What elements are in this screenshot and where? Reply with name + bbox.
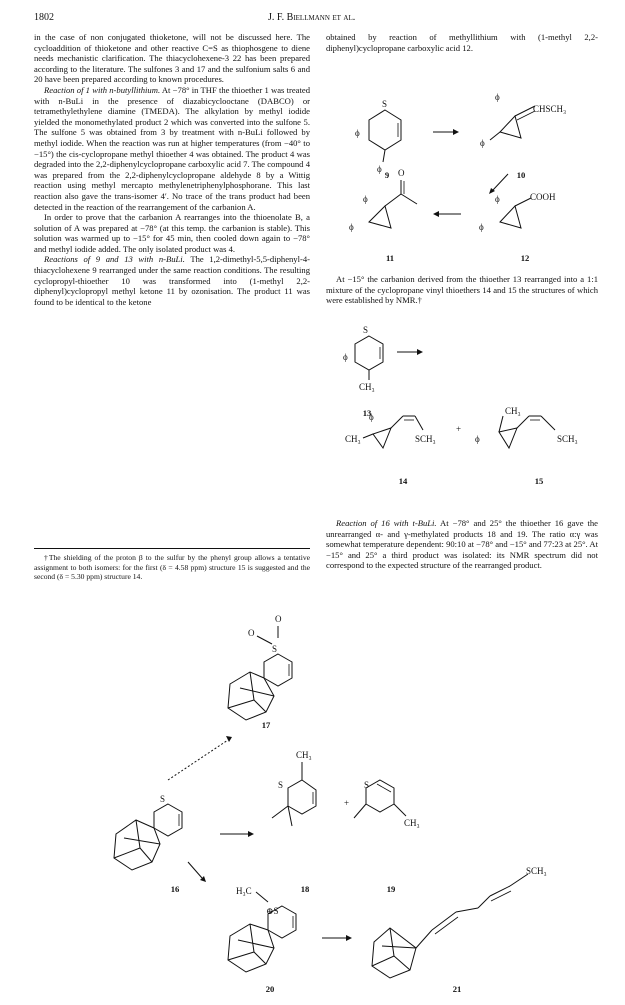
right-column-paragraph <box>326 518 598 571</box>
compound-label-16: 16 <box>170 884 180 894</box>
sulfur-atom: S <box>364 780 370 790</box>
compound-label-13: 13 <box>362 408 372 418</box>
compound-label-14: 14 <box>398 476 408 486</box>
scheme-9-to-12 <box>325 62 605 252</box>
plus-sign: + <box>344 798 350 808</box>
methyl-group: CH₃ <box>345 434 361 444</box>
sulfur-atom: S <box>382 99 388 109</box>
methyl-group: H₃C <box>236 886 252 896</box>
paragraph-body: The 1,2-dimethyl-5,5-diphenyl-4-thiacyclohexene 9 rearranged under the same reaction conditions. The resulting cyclopropyl-thioether 10 was transformed into (1-methyl 2,2-diphenyl)cyclopropyl methyl ketone 11 by ozonisation. The product 11 was found to be identical to the ketone <box>34 254 311 307</box>
arrow-head <box>346 935 352 941</box>
phenyl-label: ϕ <box>369 412 374 422</box>
arrow-head <box>226 736 232 742</box>
right-column-paragraph <box>326 274 598 306</box>
phenyl-label: ϕ <box>475 434 480 444</box>
methyl-group: CH₃ <box>505 406 521 416</box>
arrow-head <box>417 349 423 355</box>
compound-label-11: 11 <box>385 253 395 263</box>
oxygen-atom: O <box>398 168 405 178</box>
compound-label-17: 17 <box>261 720 271 730</box>
chsch3-group: CHSCH₃ <box>533 104 567 114</box>
paragraph: At −15° the carbanion derived from the thioether 13 rearranged into a 1:1 mixture of the cyclopropane vinyl thioethers 14 and 15 the structures of which were established by NMR.† <box>326 274 598 306</box>
carboxyl-group: COOH <box>530 192 556 202</box>
sch3-group: SCH₃ <box>415 434 436 444</box>
paragraph <box>326 518 598 571</box>
footnote: †The shielding of the proton β to the sulfur by the phenyl group allows a tentative assignment to both isomers: for the first (δ = 4.58 ppm) structure 15 is suggested and the second (δ = 5.30 ppm) structure 14. <box>34 553 310 582</box>
footnote-rule <box>34 548 310 549</box>
section-heading: Reaction of 16 with t-BuLi. <box>336 518 437 528</box>
section-heading: Reactions of 9 and 13 with n-BuLi. <box>44 254 185 265</box>
methyl-group: CH₃ <box>359 382 375 392</box>
section-heading: Reaction of 1 with n-butyllithium. <box>44 84 161 95</box>
right-column-intro: obtained by reaction of methyllithium with (1-methyl 2,2-diphenyl)cyclopropane carboxylic acid 12. <box>326 32 598 53</box>
arrow-head <box>433 211 439 217</box>
sulfur-atom: S <box>160 794 166 804</box>
left-column <box>34 32 310 307</box>
phenyl-label: ϕ <box>363 194 368 204</box>
paragraph-body: At −78° and 25° the thioether 16 gave the unrearranged α- and γ-methylated products 18 and 19. The ratio α:γ was somewhat temperature dependent: 90:10 at −78° and −15° and 77:23 at 25°. At −15° and 25° a third product was isolated: its NMR spectrum did not correspond to the expected structure of the rearranged product. <box>326 518 598 571</box>
sulfur-atom: S <box>278 780 284 790</box>
structure-17 <box>228 614 292 720</box>
running-title: J. F. Biellmann et al. <box>268 12 356 23</box>
structure-16 <box>114 794 182 870</box>
structure-9 <box>355 99 401 174</box>
oxygen-atom: O <box>248 628 255 638</box>
structure-13 <box>343 325 383 392</box>
paragraph: in the case of non conjugated thioketone, will not be discussed here. The cycloaddition of thioketone and other reactive C=S as thiophosgene to diene needs mechanistic clarification. The thiacyclohexene-3 22 has been prepared according to the literature. The sulfones 3 and 17 and the sulfonium salts 6 and 20 have been prepared according to known procedures. <box>34 32 310 85</box>
paragraph <box>34 254 310 307</box>
structure-15 <box>475 406 578 448</box>
reaction-arrow <box>188 862 202 878</box>
sulfur-atom: S <box>363 325 369 335</box>
compound-label-19: 19 <box>386 884 396 894</box>
arrow-head <box>453 129 459 135</box>
compound-label-20: 20 <box>265 984 275 994</box>
paragraph <box>34 85 310 212</box>
methyl-group: CH₃ <box>296 750 312 760</box>
phenyl-label: ϕ <box>343 352 348 362</box>
plus-sign: + <box>456 424 462 434</box>
arrow-head <box>248 831 254 837</box>
paragraph-body: At −78° in THF the thioether 1 was treated with n-BuLi in the presence of diazabicyclooctane (DABCO) or tetramethylethylene diamine (TMEDA). The alkylation by methyl iodide yielded the monomethylated product 2 which was converted into the sulfone 5. The sulfone 5 was obtained from 3 by treatment with n-BuLi followed by methyl iodide. When the reaction was run at higher temperatures (from −40° to −15°) the cis-cyclopropane methyl thioether 4 was obtained. The product 4 was degraded into the 2,2-diphenylcyclopropane carboxylic acid 7. The compound 4 was prepared from the 2,2-diphenylcyclopropane aldehyde 8 by a Wittig reaction using methyl mercapto methylenetriphenylphosphorane. This last reaction also gave the trans-isomer 4′. No trace of the trans product had been detected in the reaction of the rearrangement of the carbanion A. <box>34 84 310 212</box>
compound-label-9: 9 <box>384 170 390 180</box>
structure-21 <box>372 866 547 978</box>
compound-label-18: 18 <box>300 884 310 894</box>
structure-10 <box>480 92 566 148</box>
scheme-16-rearrangement <box>60 612 620 997</box>
phenyl-label: ϕ <box>480 138 485 148</box>
sch3-group: SCH₃ <box>557 434 578 444</box>
phenyl-label: ϕ <box>479 222 484 232</box>
phenyl-label: ϕ <box>495 92 500 102</box>
phenyl-label: ϕ <box>355 128 360 138</box>
sch3-group: SCH₃ <box>526 866 547 876</box>
scheme-13-to-14-15 <box>325 316 605 486</box>
reaction-arrow <box>168 740 228 780</box>
paragraph: In order to prove that the carbanion A rearranges into the thioenolate B, a solution of A was prepared at −78° (at this temp. the carbanion is stable). This solution was warmed up to −15° for 45 min, then cooled down again to −78° and methyl iodide added. The only isolated product was 4. <box>34 212 310 254</box>
phenyl-label: ϕ <box>495 194 500 204</box>
structure-12 <box>479 192 556 232</box>
structure-20 <box>228 886 296 972</box>
methyl-group: CH₃ <box>404 818 420 828</box>
compound-label-21: 21 <box>452 984 462 994</box>
page-number: 1802 <box>34 12 54 23</box>
compound-label-12: 12 <box>520 253 530 263</box>
phenyl-label: ϕ <box>349 222 354 232</box>
compound-label-10: 10 <box>516 170 526 180</box>
compound-label-15: 15 <box>534 476 544 486</box>
structure-18 <box>272 750 316 826</box>
structure-19 <box>354 780 420 828</box>
oxygen-atom: O <box>275 614 282 624</box>
sulfur-atom: S <box>272 644 278 654</box>
phenyl-label: ϕ <box>377 164 382 174</box>
sulfonium-atom: ⊕S <box>266 906 279 916</box>
